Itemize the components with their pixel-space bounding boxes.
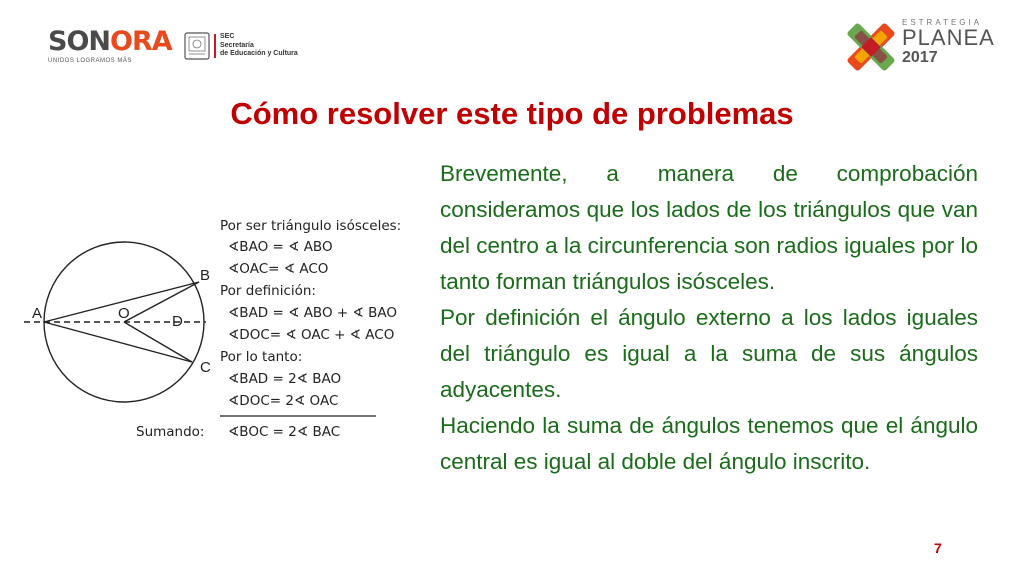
segment-ac [44, 322, 192, 362]
point-c-label: C [200, 359, 211, 376]
derivation-line: Por lo tanto: [220, 349, 303, 365]
derivation-line: ∢OAC= ∢ ACO [228, 261, 329, 277]
sonora-logo-text-b: ORA [110, 26, 172, 57]
explanation-paragraph: Por definición el ángulo externo a los lados iguales del triángulo es igual a la suma de sus ángulos adyacentes. [440, 305, 978, 402]
derivation-line: ∢DOC= 2∢ OAC [228, 393, 339, 409]
explanation-paragraph: Brevemente, a manera de comprobación consideramos que los lados de los triángulos que van del centro a la circunferencia son radios iguales por lo tanto forman triángulos isósceles. [440, 161, 978, 294]
planea-estrategia: ESTRATEGIA [902, 18, 983, 27]
derivation-line: ∢BAD = ∢ ABO + ∢ BAO [228, 305, 397, 321]
planea-year: 2017 [902, 49, 938, 66]
segment-ob [124, 282, 199, 322]
sonora-logo-text-a: SON [48, 26, 110, 57]
inscribed-angle-figure [22, 208, 442, 448]
point-d-label: D [172, 313, 183, 330]
sec-seal-icon [184, 32, 210, 60]
explanation-paragraph: Haciendo la suma de ángulos tenemos que el ángulo central es igual al doble del ángulo inscrito. [440, 413, 978, 474]
sonora-logo-wordmark [48, 28, 172, 56]
slide-title: Cómo resolver este tipo de problemas [230, 96, 794, 131]
sum-label: Sumando: [136, 424, 205, 440]
point-a-label: A [32, 305, 43, 322]
planea-logo-icon [842, 18, 900, 76]
derivation-line: Por definición: [220, 283, 316, 299]
derivation-line: Por ser triángulo isósceles: [220, 218, 402, 234]
derivation-line: ∢BAD = 2∢ BAO [228, 371, 342, 387]
planea-logo-text [902, 18, 995, 67]
sonora-logo [48, 28, 172, 68]
point-o-label: O [118, 305, 130, 322]
derivation-line: ∢BAO = ∢ ABO [228, 239, 333, 255]
slide-number: 7 [934, 540, 942, 556]
sec-name-line2: de Educación y Cultura [220, 50, 298, 57]
point-b-label: B [200, 267, 211, 284]
sec-divider [214, 34, 216, 58]
explanation-text [440, 156, 978, 480]
derivation-line: ∢DOC= ∢ OAC + ∢ ACO [228, 327, 395, 343]
planea-name: PLANEA [902, 25, 995, 50]
sec-name-line1: Secretaría [220, 41, 254, 49]
derivation-result: ∢BOC = 2∢ BAC [228, 424, 341, 440]
sonora-tagline: UNIDOS LOGRAMOS MÁS [48, 58, 132, 64]
sec-logo-text [220, 33, 298, 59]
sec-abbrev: SEC [220, 33, 235, 40]
